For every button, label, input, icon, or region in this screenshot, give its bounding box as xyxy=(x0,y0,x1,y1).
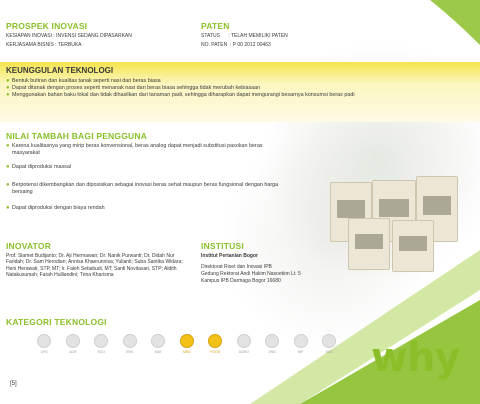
category-icon xyxy=(294,334,308,348)
nilai-tambah-list xyxy=(6,143,291,212)
kategori-item xyxy=(315,334,344,354)
bullet-icon: ● xyxy=(6,182,10,188)
paten-number: NO. PATEN : P 00 2012 00463 xyxy=(201,42,271,48)
kategori-item xyxy=(116,334,145,354)
kategori-item xyxy=(30,334,59,354)
institusi-address-2: Gedung Rektorat Andi Hakim Nasoetion Lt. 5 xyxy=(201,271,301,277)
nilai-tambah-item-text: Karena kualitasnya yang mirip beras konvensional, beras analog dapat menjadi substitusi pasokan beras masyarakat xyxy=(12,143,263,156)
bullet-icon: ● xyxy=(6,143,10,149)
institusi-name: Institut Pertanian Bogor xyxy=(201,253,258,259)
kategori-item-active xyxy=(201,334,230,354)
prospek-title: PROSPEK INOVASI xyxy=(6,21,88,31)
prospek-kerjasama: KERJASAMA BISNIS : TERBUKA xyxy=(6,42,82,48)
keunggulan-item-text: Dapat ditanak dengan proses seperti menanak nasi dari beras biasa sehingga tidak merubah kebiasaan xyxy=(12,85,261,91)
kategori-item xyxy=(59,334,88,354)
kategori-label: FOOD xyxy=(210,350,221,354)
keunggulan-item-text: Bentuk butiran dan kualitas tanak seperti nasi dari beras biasa xyxy=(12,78,161,84)
nilai-tambah-item-text: Berpotensi dikembangkan dan diposisikan sebagai inovasi beras sehat maupun beras fungsional dengan harga bersaing xyxy=(12,182,279,195)
bullet-icon: ● xyxy=(6,78,10,84)
nilai-tambah-item-text: Dapat diproduksi massal xyxy=(12,164,72,170)
nilai-tambah-item xyxy=(6,205,291,212)
inovator-names: Prof. Slamet Budijanto; Dr. Aji Hermawan; Dr. Nanik Purwanti; Dr. Didah Nur Faridah; Dr. Sam Herodian; Annisa Khaerunnisa; Yulianti; Suba Santika Widara; Heni Herawati, STP, MT; Ir. Faleh Setiabudi, MT; Santi Novitasari, STP; Aldith Natakusumah; Farah Hulliandini; Trina Kharisma xyxy=(6,253,183,279)
kategori-label: MED xyxy=(182,350,191,354)
kategori-label: LIFE xyxy=(40,350,48,354)
keunggulan-list xyxy=(6,78,446,99)
kategori-label: ENG xyxy=(268,350,276,354)
category-icon xyxy=(37,334,51,348)
category-icon xyxy=(66,334,80,348)
paten-status: STATUS : TELAH MEMILIKI PATEN xyxy=(201,33,288,39)
bullet-icon: ● xyxy=(6,92,10,98)
nilai-tambah-item xyxy=(6,164,291,171)
nilai-tambah-item-text: Dapat diproduksi dengan biaya rendah xyxy=(12,205,105,211)
category-icon xyxy=(322,334,336,348)
keunggulan-title: KEUNGGULAN TEKNOLOGI xyxy=(6,66,114,75)
keunggulan-item xyxy=(6,78,446,85)
nilai-tambah-item xyxy=(6,182,291,196)
bullet-icon: ● xyxy=(6,205,10,211)
kategori-item xyxy=(287,334,316,354)
category-icon xyxy=(265,334,279,348)
nilai-tambah-item xyxy=(6,143,291,157)
category-icon-active xyxy=(208,334,222,348)
keunggulan-item xyxy=(6,85,446,92)
inovator-title: INOVATOR xyxy=(6,241,52,251)
bullet-icon: ● xyxy=(6,164,10,170)
kategori-icons xyxy=(30,334,344,354)
kategori-label: AGRO xyxy=(238,350,249,354)
kategori-label: ECO xyxy=(97,350,105,354)
keunggulan-item-text: Menggunakan bahan baku lokal dan tidak dihasilkan dari tanaman padi, sehingga diharapkan dapat mengurangi besarnya konsumsi beras padi xyxy=(12,92,355,98)
paten-title: PATEN xyxy=(201,21,230,31)
kategori-item xyxy=(87,334,116,354)
keunggulan-item xyxy=(6,92,446,99)
kategori-label: AGR xyxy=(69,350,77,354)
kategori-item xyxy=(258,334,287,354)
nilai-tambah-title: NILAI TAMBAH BAGI PENGGUNA xyxy=(6,131,148,141)
bullet-icon: ● xyxy=(6,85,10,91)
institusi-address-1: Direktorat Riset dan Inovasi IPB xyxy=(201,264,272,270)
kategori-label: INF xyxy=(298,350,304,354)
category-icon xyxy=(237,334,251,348)
kategori-label: SOC xyxy=(325,350,333,354)
kategori-label: ENV xyxy=(126,350,134,354)
page-number: [5] xyxy=(10,381,17,387)
kategori-item-active xyxy=(173,334,202,354)
category-icon-active xyxy=(180,334,194,348)
brand-word: why xyxy=(371,335,460,381)
institusi-address-3: Kampus IPB Darmaga Bogor 16680 xyxy=(201,278,281,284)
category-icon xyxy=(123,334,137,348)
category-icon xyxy=(94,334,108,348)
category-icon xyxy=(151,334,165,348)
kategori-item xyxy=(144,334,173,354)
kategori-item xyxy=(230,334,259,354)
kategori-label: MAT xyxy=(154,350,162,354)
prospek-kesiapan: KESIAPAN INOVASI : INVENSI SEDANG DIPASARKAN xyxy=(6,33,132,39)
kategori-title: KATEGORI TEKNOLOGI xyxy=(6,317,107,327)
institusi-title: INSTITUSI xyxy=(201,241,244,251)
